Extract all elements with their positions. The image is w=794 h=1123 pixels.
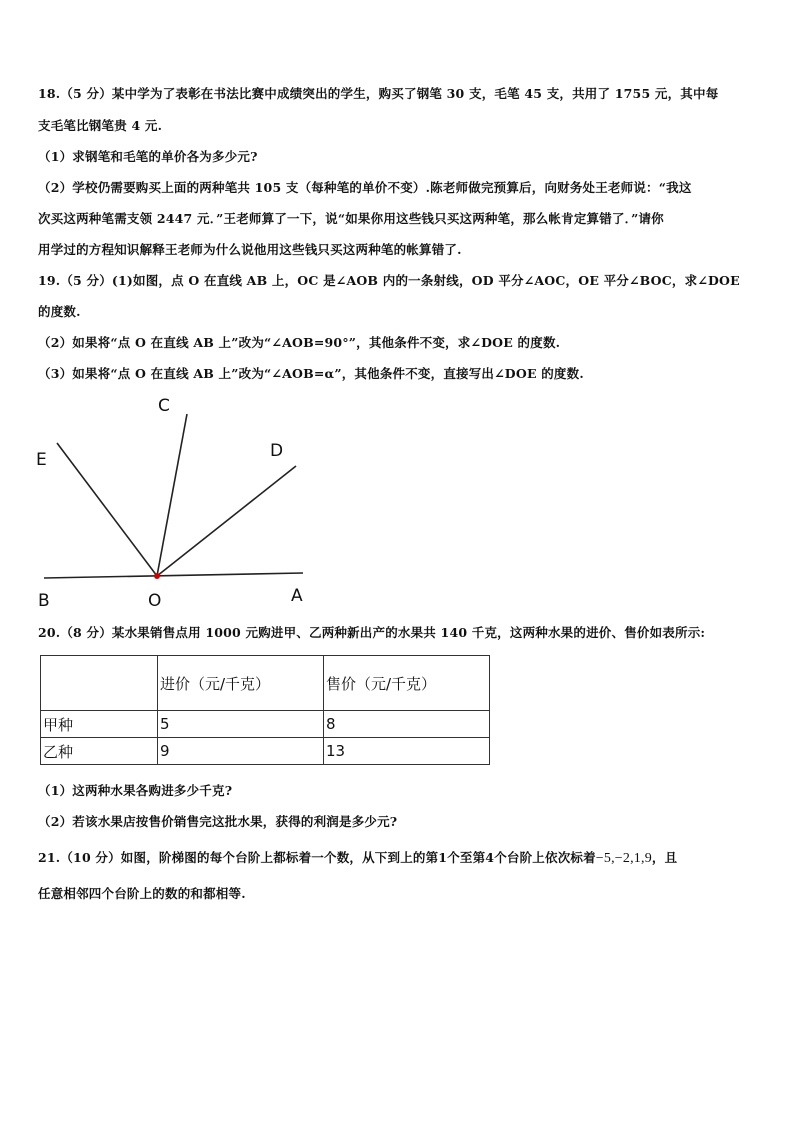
ray-oc (157, 414, 187, 576)
table-header-cell (41, 656, 158, 711)
ray-od (157, 466, 296, 576)
q21-line1 (38, 848, 677, 867)
table-cell: 甲种 (41, 711, 158, 738)
q18-part2-line1: （2）学校仍需要购买上面的两种笔共 105 支（每种笔的单价不变）.陈老师做完预算后，向财务处王老师说：“我这 (38, 180, 692, 195)
q21-line2: 任意相邻四个台阶上的数的和都相等. (38, 886, 246, 901)
table-header-cell: 进价（元/千克） (158, 656, 324, 711)
ray-oe (57, 443, 157, 576)
angle-figure (30, 392, 330, 614)
point-o (154, 573, 160, 579)
q18-line1: 18.（5 分）某中学为了表彰在书法比赛中成绩突出的学生，购买了钢笔 30 支，毛笔 45 支，共用了 1755 元，其中每 (38, 86, 719, 101)
q18-part2-line2: 次买这两种笔需支领 2447 元．”王老师算了一下，说“如果你用这些钱只买这两种笔，那么帐肯定算错了．”请你 (38, 211, 664, 226)
q19-line1: 19.（5 分）(1)如图，点 O 在直线 AB 上，OC 是∠AOB 内的一条射线，OD 平分∠AOC，OE 平分∠BOC，求∠DOE (38, 273, 740, 288)
table-row (41, 711, 490, 738)
table-cell: 5 (158, 711, 324, 738)
q20-part2: （2）若该水果店按售价销售完这批水果，获得的利润是多少元? (38, 814, 398, 829)
q19-part3: （3）如果将“点 O 在直线 AB 上”改为“∠AOB=α”，其他条件不变，直接写出∠DOE 的度数. (38, 366, 584, 381)
q18-part2-line3: 用学过的方程知识解释王老师为什么说他用这些钱只买这两种笔的帐算错了. (38, 242, 462, 257)
table-cell: 8 (324, 711, 490, 738)
line-ab (44, 573, 303, 578)
label-o: O (148, 591, 162, 611)
q21-line1-text: 21.（10 分）如图，阶梯图的每个台阶上都标着一个数，从下到上的第1个至第4个台阶上依次标着 (38, 850, 596, 865)
label-a: A (291, 586, 303, 606)
q18-line2: 支毛笔比钢笔贵 4 元. (38, 118, 163, 133)
label-c: C (158, 396, 170, 416)
q18-part1: （1）求钢笔和毛笔的单价各为多少元? (38, 149, 258, 164)
q19-part2: （2）如果将“点 O 在直线 AB 上”改为“∠AOB=90°”，其他条件不变，求∠DOE 的度数. (38, 335, 561, 350)
label-d: D (270, 441, 284, 461)
table-cell: 乙种 (41, 738, 158, 765)
price-table (40, 655, 490, 765)
q21-line1-tail: ，且 (651, 850, 678, 865)
table-header-cell: 售价（元/千克） (324, 656, 490, 711)
table-row (41, 738, 490, 765)
q21-step-numbers: −5,−2,1,9 (595, 851, 652, 866)
table-header-row (41, 656, 490, 711)
table-cell: 13 (324, 738, 490, 765)
q20-line1: 20.（8 分）某水果销售点用 1000 元购进甲、乙两种新出产的水果共 140 千克，这两种水果的进价、售价如表所示: (38, 625, 706, 640)
label-e: E (36, 450, 47, 470)
table-cell: 9 (158, 738, 324, 765)
q19-line2: 的度数. (38, 304, 81, 319)
label-b: B (38, 591, 50, 611)
q20-part1: （1）这两种水果各购进多少千克? (38, 783, 233, 798)
